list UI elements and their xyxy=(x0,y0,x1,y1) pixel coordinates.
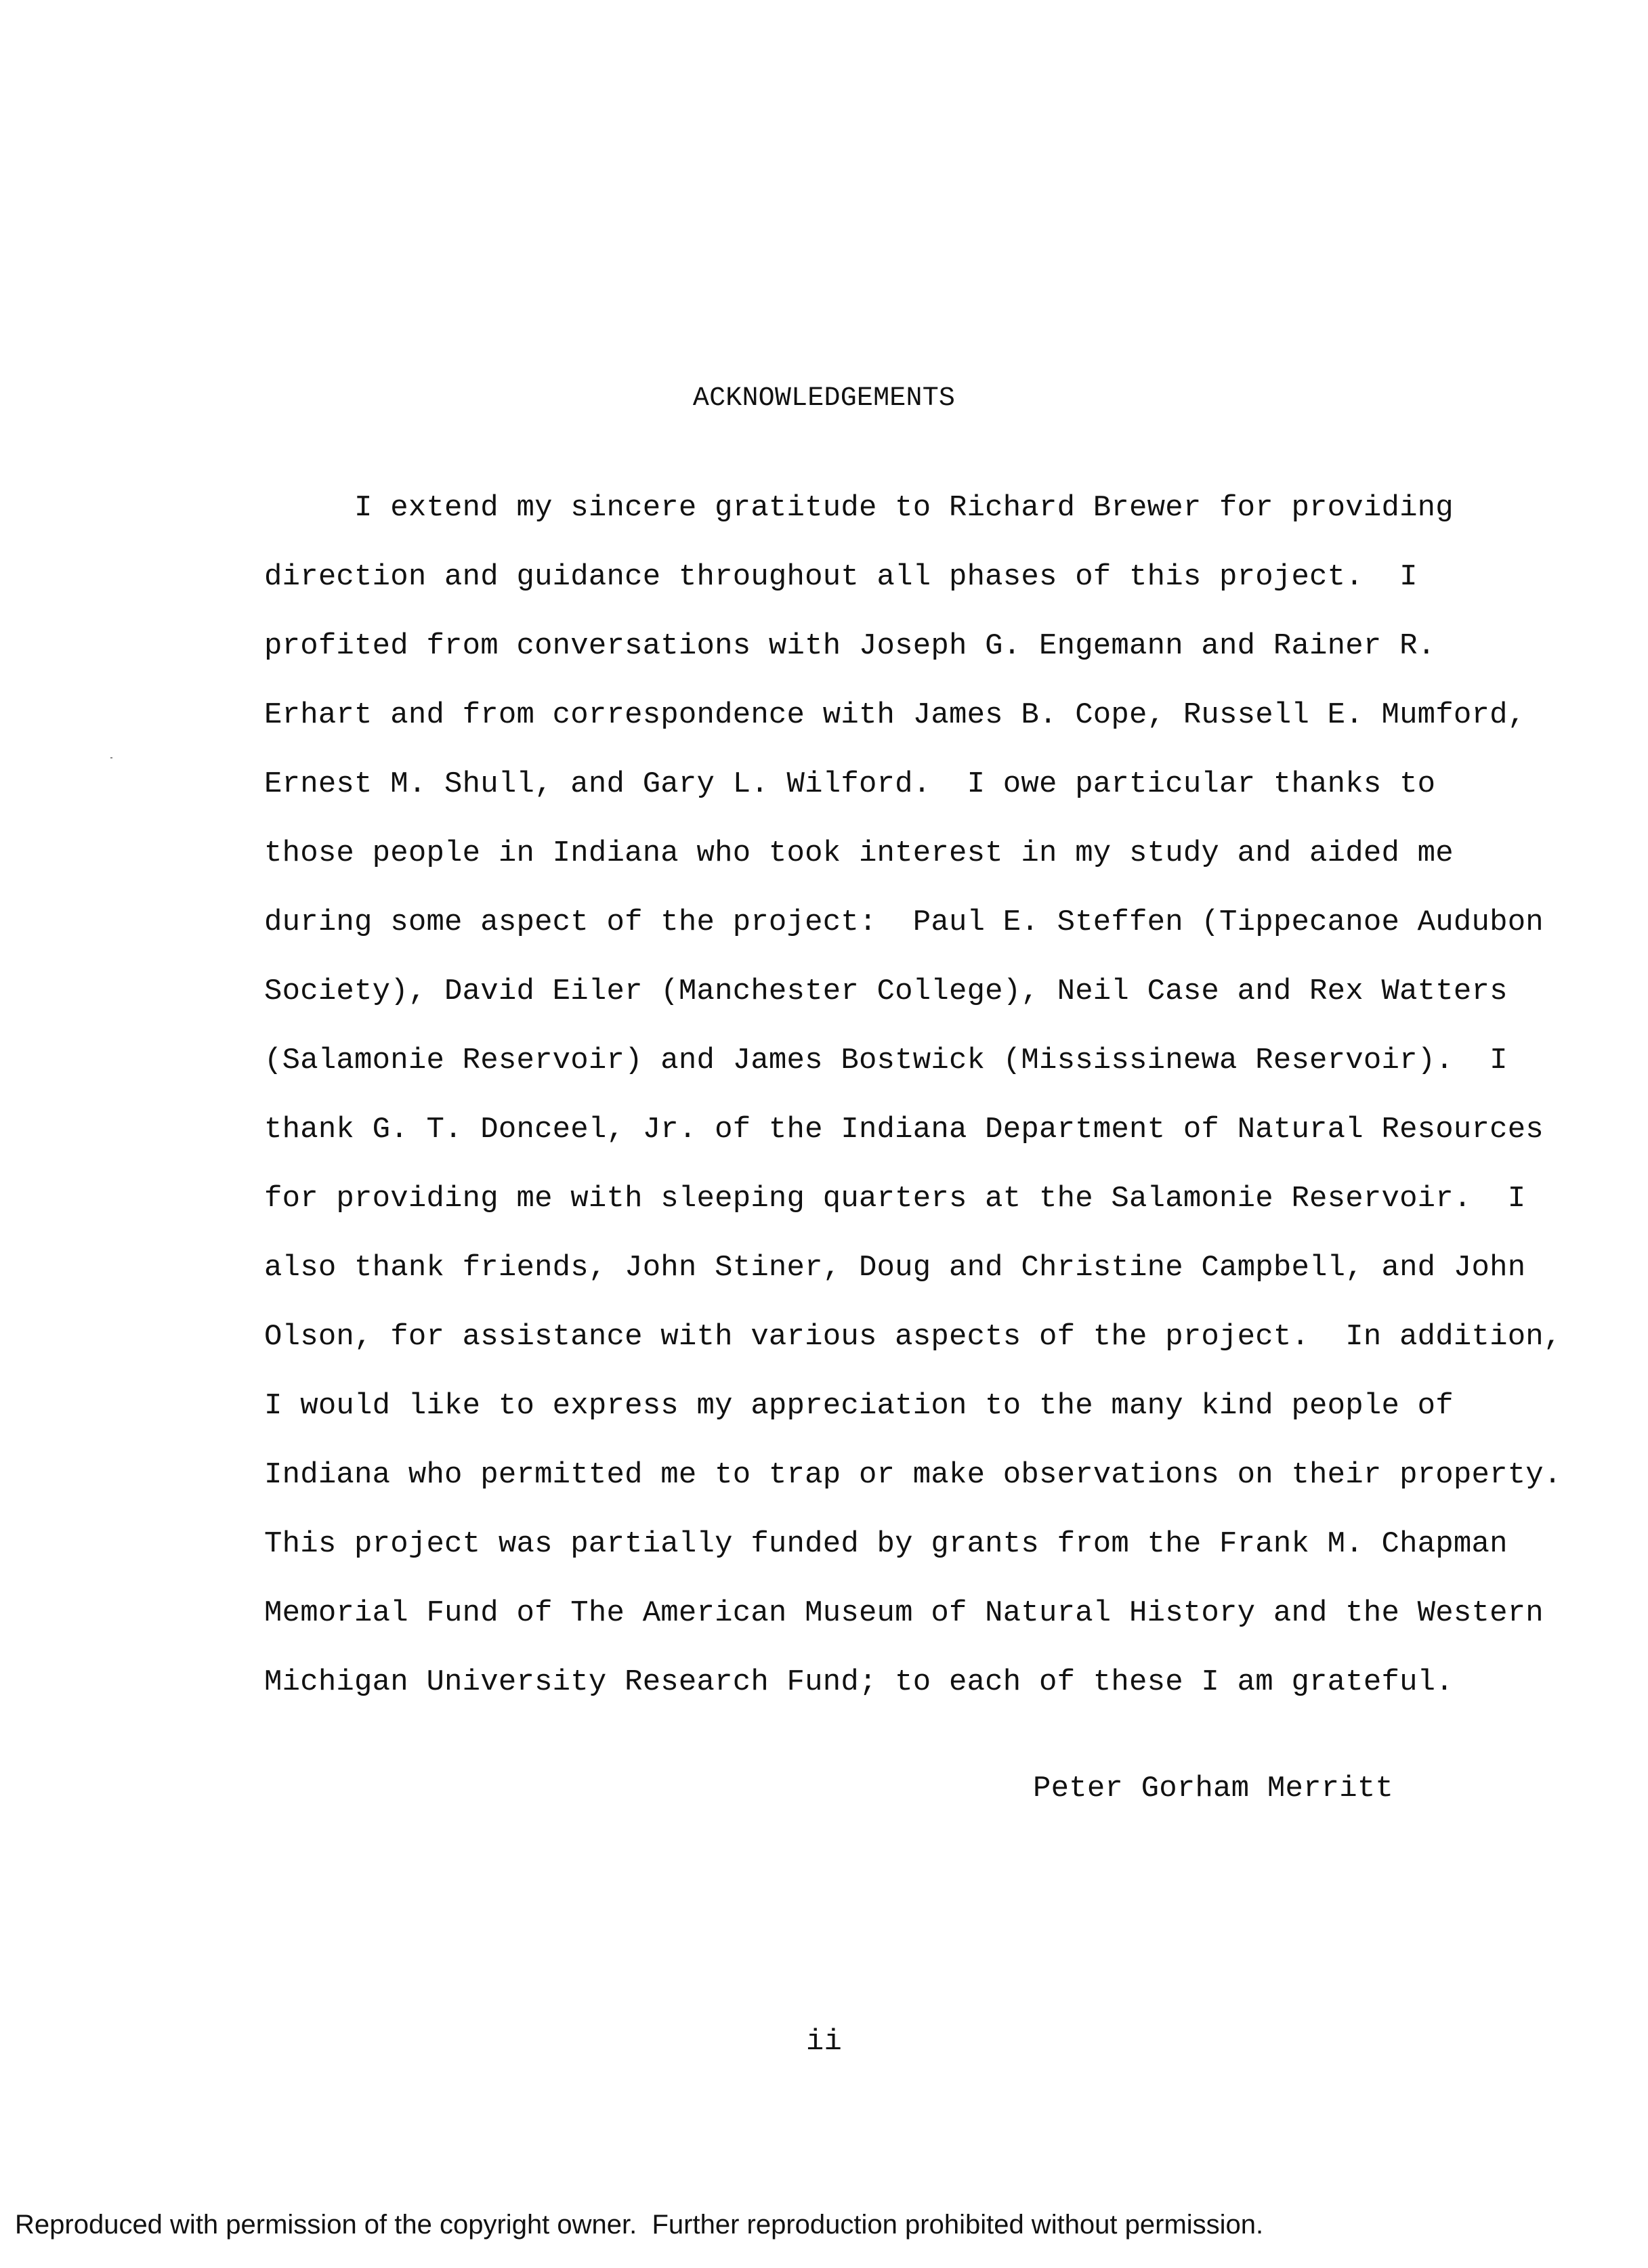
paragraph-line: I would like to express my appreciation to the many kind people of xyxy=(264,1389,1454,1423)
paragraph-line: Michigan University Research Fund; to each of these I am grateful. xyxy=(264,1665,1454,1699)
paragraph-line: I extend my sincere gratitude to Richard Brewer for providing xyxy=(264,491,1454,525)
paragraph-line: Olson, for assistance with various aspects of the project. In addition, xyxy=(264,1320,1562,1354)
paragraph-line: profited from conversations with Joseph G. Engemann and Rainer R. xyxy=(264,629,1436,663)
paragraph-line: Erhart and from correspondence with James B. Cope, Russell E. Mumford, xyxy=(264,698,1526,732)
page-title: ACKNOWLEDGEMENTS xyxy=(692,383,956,414)
paragraph-line: (Salamonie Reservoir) and James Bostwick (Mississinewa Reservoir). I xyxy=(264,1044,1508,1077)
paragraph-line: Ernest M. Shull, and Gary L. Wilford. I owe particular thanks to xyxy=(264,767,1436,801)
copyright-notice: Reproduced with permission of the copyright owner. Further reproduction prohibited without permission. xyxy=(15,2210,1264,2240)
paragraph-line: This project was partially funded by grants from the Frank M. Chapman xyxy=(264,1527,1508,1561)
scan-speck xyxy=(110,757,112,758)
page-number: ii xyxy=(805,2025,843,2059)
paragraph-line: during some aspect of the project: Paul E. Steffen (Tippecanoe Audubon xyxy=(264,905,1544,939)
paragraph-line: thank G. T. Donceel, Jr. of the Indiana Department of Natural Resources xyxy=(264,1113,1544,1147)
paragraph-line: Memorial Fund of The American Museum of Natural History and the Western xyxy=(264,1596,1544,1630)
paragraph-line: direction and guidance throughout all phases of this project. I xyxy=(264,560,1418,594)
paragraph-line: Society), David Eiler (Manchester College), Neil Case and Rex Watters xyxy=(264,975,1508,1008)
paragraph-line: Indiana who permitted me to trap or make observations on their property. xyxy=(264,1458,1562,1492)
paragraph-line: those people in Indiana who took interest in my study and aided me xyxy=(264,836,1454,870)
author-signature: Peter Gorham Merritt xyxy=(1033,1772,1394,1805)
paragraph-line: for providing me with sleeping quarters at the Salamonie Reservoir. I xyxy=(264,1182,1526,1216)
paragraph-line: also thank friends, John Stiner, Doug and Christine Campbell, and John xyxy=(264,1251,1526,1285)
